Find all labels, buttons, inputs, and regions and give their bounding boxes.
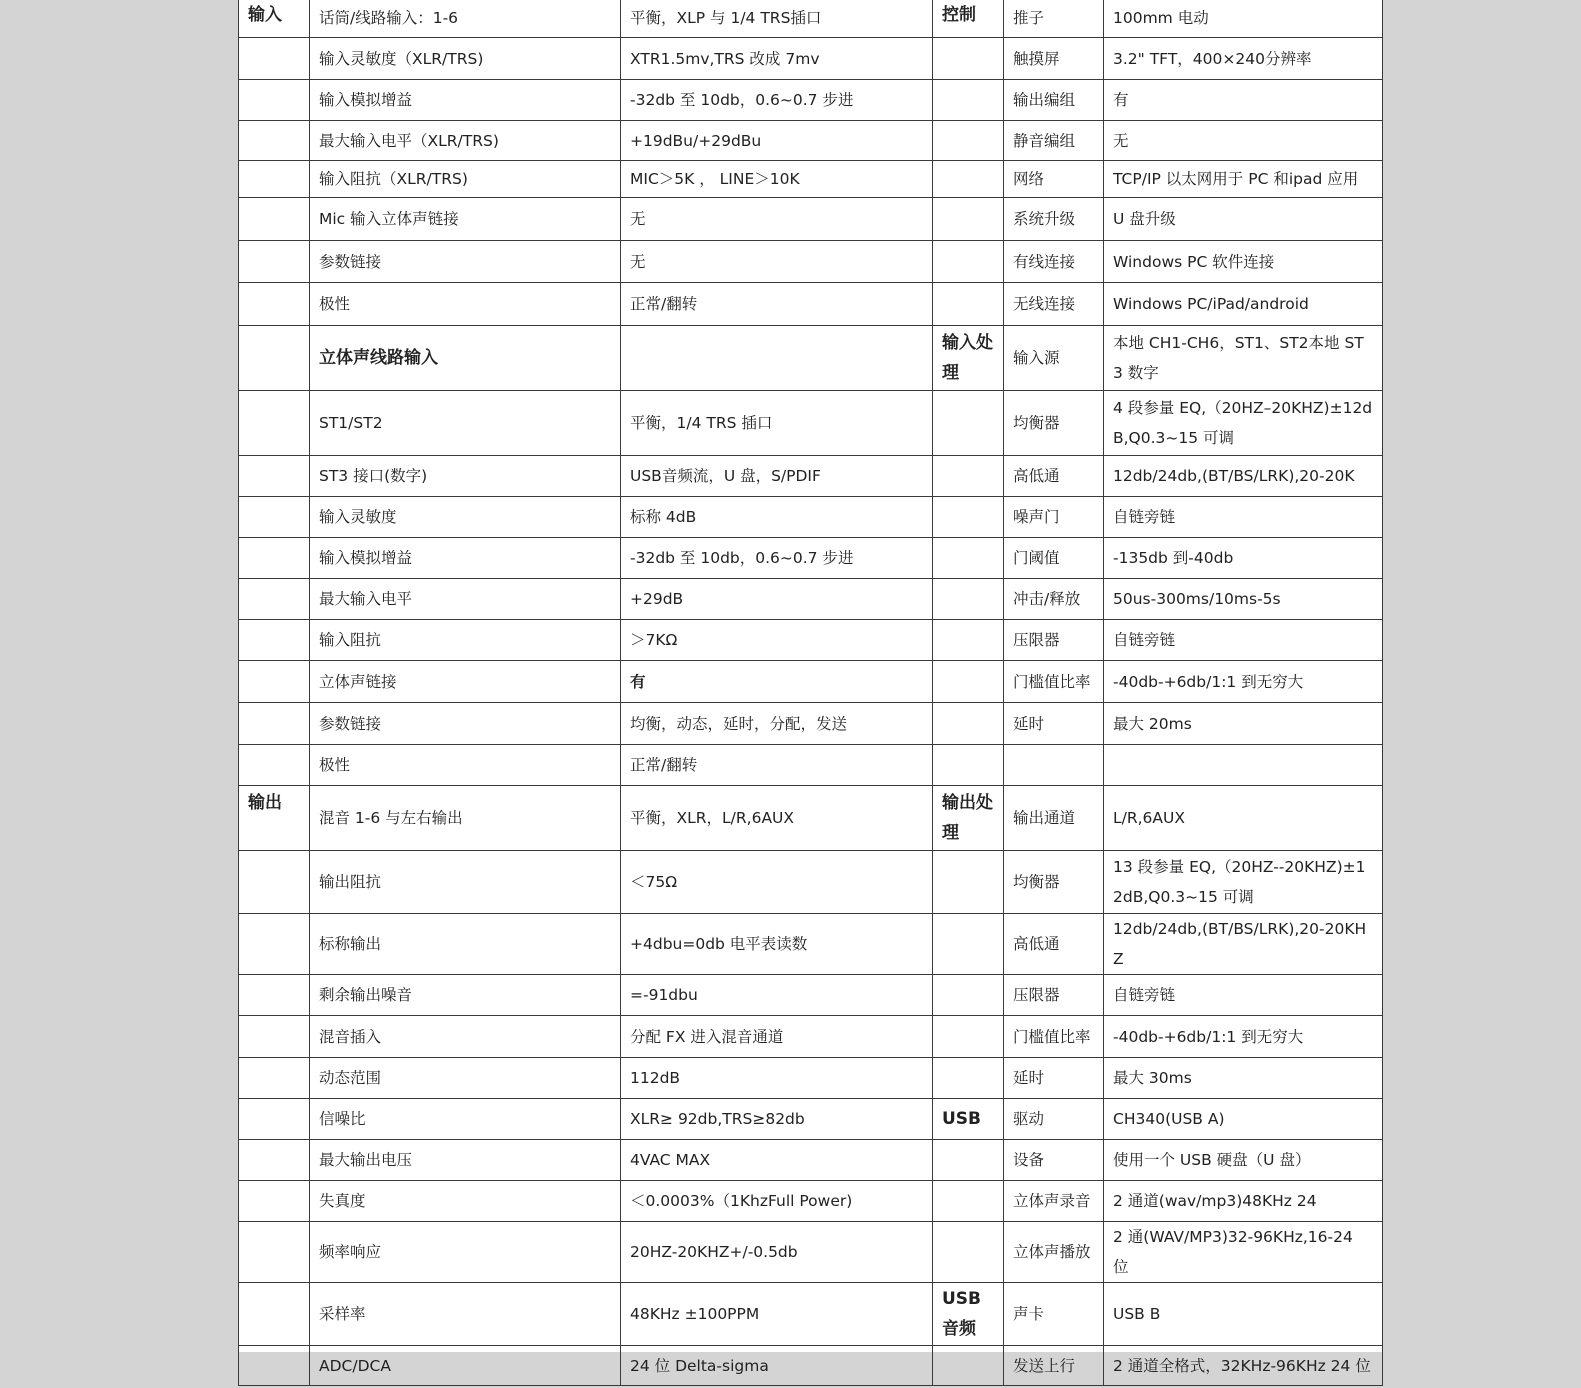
group-cell [239, 241, 310, 283]
table-row [239, 745, 1383, 786]
table-row [239, 661, 1383, 703]
group-cell [239, 198, 310, 241]
spec-cell: 无 [621, 198, 933, 241]
spec-cell: 最大 20ms [1104, 703, 1383, 745]
spec-cell: ＞7KΩ [621, 620, 933, 661]
item-cell: 立体声录音 [1004, 1181, 1104, 1222]
spec-cell: 平衡，1/4 TRS 插口 [621, 391, 933, 456]
spec-cell: ＜0.0003%（1KhzFull Power) [621, 1181, 933, 1222]
table-row [239, 538, 1383, 579]
table-row [239, 1222, 1383, 1283]
table-row [239, 1140, 1383, 1181]
spec-cell: 12db/24db,(BT/BS/LRK),20-20KHZ [1104, 914, 1383, 975]
table-row [239, 0, 1383, 38]
item-cell: 输出阻抗 [310, 851, 621, 914]
spec-cell: 本地 CH1-CH6，ST1、ST2本地 ST3 数字 [1104, 326, 1383, 391]
item-cell: 立体声链接 [310, 661, 621, 703]
group-cell [239, 975, 310, 1016]
item-cell: 输入阻抗（XLR/TRS) [310, 161, 621, 198]
item-cell: 驱动 [1004, 1099, 1104, 1140]
group-cell: 输出 [239, 786, 310, 851]
group-cell [933, 620, 1004, 661]
item-cell: 输出编组 [1004, 80, 1104, 121]
group-cell [239, 283, 310, 326]
spec-cell: 标称 4dB [621, 497, 933, 538]
group-cell [933, 38, 1004, 80]
group-cell [933, 121, 1004, 161]
group-cell [239, 80, 310, 121]
spec-cell: CH340(USB A) [1104, 1099, 1383, 1140]
group-cell [239, 579, 310, 620]
table-row [239, 241, 1383, 283]
spec-cell: 正常/翻转 [621, 283, 933, 326]
item-cell: 输入灵敏度 [310, 497, 621, 538]
spec-cell: 112dB [621, 1058, 933, 1099]
item-cell: 剩余输出噪音 [310, 975, 621, 1016]
item-cell: 系统升级 [1004, 198, 1104, 241]
table-row [239, 161, 1383, 198]
group-cell [239, 121, 310, 161]
spec-cell: 自链旁链 [1104, 620, 1383, 661]
item-cell: 混音插入 [310, 1016, 621, 1058]
item-cell: 输入模拟增益 [310, 80, 621, 121]
item-cell: 参数链接 [310, 703, 621, 745]
spec-cell: -40db-+6db/1:1 到无穷大 [1104, 661, 1383, 703]
item-cell: 采样率 [310, 1283, 621, 1346]
spec-cell: 48KHz ±100PPM [621, 1283, 933, 1346]
group-cell [933, 198, 1004, 241]
table-row [239, 786, 1383, 851]
item-cell: 压限器 [1004, 975, 1104, 1016]
spec-cell: 有 [621, 661, 933, 703]
table-row [239, 1099, 1383, 1140]
spec-cell: =-91dbu [621, 975, 933, 1016]
group-cell [239, 38, 310, 80]
spec-cell: +4dbu=0db 电平表读数 [621, 914, 933, 975]
spec-cell: TCP/IP 以太网用于 PC 和ipad 应用 [1104, 161, 1383, 198]
group-cell [239, 1181, 310, 1222]
item-cell: 动态范围 [310, 1058, 621, 1099]
item-cell: 均衡器 [1004, 391, 1104, 456]
item-cell: 极性 [310, 283, 621, 326]
item-cell: 输入模拟增益 [310, 538, 621, 579]
group-cell [933, 1058, 1004, 1099]
spec-cell: 使用一个 USB 硬盘（U 盘） [1104, 1140, 1383, 1181]
spec-cell: MIC＞5K ， LINE＞10K [621, 161, 933, 198]
item-cell: 有线连接 [1004, 241, 1104, 283]
item-cell: 推子 [1004, 0, 1104, 38]
spec-cell: USB音频流，U 盘，S/PDIF [621, 456, 933, 497]
item-cell: 延时 [1004, 703, 1104, 745]
group-cell: USB 音频 [933, 1283, 1004, 1346]
spec-cell: 4VAC MAX [621, 1140, 933, 1181]
spec-cell: -40db-+6db/1:1 到无穷大 [1104, 1016, 1383, 1058]
item-cell: 输入源 [1004, 326, 1104, 391]
item-cell: 噪声门 [1004, 497, 1104, 538]
spec-cell: Windows PC/iPad/android [1104, 283, 1383, 326]
item-cell: 混音 1-6 与左右输出 [310, 786, 621, 851]
item-cell [1004, 745, 1104, 786]
table-row [239, 1346, 1383, 1386]
group-cell [239, 745, 310, 786]
spec-cell: 20HZ-20KHZ+/-0.5db [621, 1222, 933, 1283]
table-row [239, 1058, 1383, 1099]
table-row [239, 38, 1383, 80]
item-cell: 输出通道 [1004, 786, 1104, 851]
item-cell: 最大输出电压 [310, 1140, 621, 1181]
spec-cell: 无 [621, 241, 933, 283]
spec-cell: 24 位 Delta-sigma [621, 1346, 933, 1386]
item-cell: 冲击/释放 [1004, 579, 1104, 620]
table-row [239, 851, 1383, 914]
spec-cell: 3.2" TFT，400×240分辨率 [1104, 38, 1383, 80]
item-cell: 无线连接 [1004, 283, 1104, 326]
group-cell [239, 456, 310, 497]
spec-cell: ＜75Ω [621, 851, 933, 914]
table-row [239, 391, 1383, 456]
group-cell [239, 1140, 310, 1181]
group-cell [933, 283, 1004, 326]
group-cell [933, 1222, 1004, 1283]
item-cell: 发送上行 [1004, 1346, 1104, 1386]
table-row [239, 1016, 1383, 1058]
item-cell: 立体声线路输入 [310, 326, 621, 391]
group-cell [933, 579, 1004, 620]
group-cell [239, 1222, 310, 1283]
spec-table-body [239, 0, 1383, 1386]
spec-cell: 平衡，XLR，L/R,6AUX [621, 786, 933, 851]
item-cell: 最大输入电平 [310, 579, 621, 620]
table-row [239, 456, 1383, 497]
spec-cell: 12db/24db,(BT/BS/LRK),20-20K [1104, 456, 1383, 497]
group-cell [933, 975, 1004, 1016]
item-cell: 话筒/线路输入：1-6 [310, 0, 621, 38]
spec-cell: 2 通(WAV/MP3)32-96KHz,16-24 位 [1104, 1222, 1383, 1283]
group-cell [933, 80, 1004, 121]
group-cell [239, 497, 310, 538]
group-cell [239, 1283, 310, 1346]
item-cell: 网络 [1004, 161, 1104, 198]
group-cell [933, 703, 1004, 745]
table-row [239, 1181, 1383, 1222]
group-cell [239, 391, 310, 456]
group-cell: 输出处理 [933, 786, 1004, 851]
spec-cell: 有 [1104, 80, 1383, 121]
item-cell: ST1/ST2 [310, 391, 621, 456]
item-cell: 设备 [1004, 1140, 1104, 1181]
group-cell [933, 497, 1004, 538]
spec-cell: 100mm 电动 [1104, 0, 1383, 38]
spec-cell: 2 通道(wav/mp3)48KHz 24 [1104, 1181, 1383, 1222]
item-cell: 触摸屏 [1004, 38, 1104, 80]
item-cell: 高低通 [1004, 456, 1104, 497]
group-cell [933, 456, 1004, 497]
item-cell: 门槛值比率 [1004, 661, 1104, 703]
group-cell [239, 161, 310, 198]
group-cell [239, 914, 310, 975]
item-cell: 门阈值 [1004, 538, 1104, 579]
item-cell: 失真度 [310, 1181, 621, 1222]
item-cell: 输入阻抗 [310, 620, 621, 661]
table-row [239, 497, 1383, 538]
table-row [239, 703, 1383, 745]
item-cell: 声卡 [1004, 1283, 1104, 1346]
item-cell: ST3 接口(数字) [310, 456, 621, 497]
group-cell [933, 1346, 1004, 1386]
spec-cell: 分配 FX 进入混音通道 [621, 1016, 933, 1058]
spec-cell: 无 [1104, 121, 1383, 161]
table-row [239, 975, 1383, 1016]
table-row [239, 1283, 1383, 1346]
item-cell: 静音编组 [1004, 121, 1104, 161]
group-cell [239, 1058, 310, 1099]
spec-cell: 2 通道全格式，32KHz-96KHz 24 位 [1104, 1346, 1383, 1386]
group-cell [933, 1016, 1004, 1058]
group-cell [933, 914, 1004, 975]
item-cell: 极性 [310, 745, 621, 786]
table-row [239, 198, 1383, 241]
spec-cell [621, 326, 933, 391]
item-cell: 频率响应 [310, 1222, 621, 1283]
spec-table [238, 0, 1383, 1386]
spec-cell: -32db 至 10db，0.6~0.7 步进 [621, 538, 933, 579]
group-cell [239, 703, 310, 745]
group-cell [239, 326, 310, 391]
group-cell [239, 851, 310, 914]
group-cell [933, 538, 1004, 579]
item-cell: 信噪比 [310, 1099, 621, 1140]
table-row [239, 326, 1383, 391]
group-cell [933, 661, 1004, 703]
spec-cell: 最大 30ms [1104, 1058, 1383, 1099]
spec-cell: 均衡，动态，延时，分配，发送 [621, 703, 933, 745]
spec-cell: 13 段参量 EQ,（20HZ--20KHZ)±12dB,Q0.3~15 可调 [1104, 851, 1383, 914]
table-row [239, 620, 1383, 661]
group-cell [239, 1346, 310, 1386]
group-cell [933, 241, 1004, 283]
spec-cell: +29dB [621, 579, 933, 620]
group-cell [933, 1140, 1004, 1181]
group-cell [933, 391, 1004, 456]
item-cell: 压限器 [1004, 620, 1104, 661]
spec-cell: 4 段参量 EQ,（20HZ–20KHZ)±12dB,Q0.3~15 可调 [1104, 391, 1383, 456]
item-cell: 输入灵敏度（XLR/TRS) [310, 38, 621, 80]
spec-cell: USB B [1104, 1283, 1383, 1346]
item-cell: 高低通 [1004, 914, 1104, 975]
spec-cell: -32db 至 10db，0.6~0.7 步进 [621, 80, 933, 121]
spec-cell: 自链旁链 [1104, 975, 1383, 1016]
group-cell: USB [933, 1099, 1004, 1140]
group-cell: 输入 [239, 0, 310, 38]
item-cell: 均衡器 [1004, 851, 1104, 914]
spec-cell [1104, 745, 1383, 786]
item-cell: 参数链接 [310, 241, 621, 283]
spec-cell: 平衡，XLP 与 1/4 TRS插口 [621, 0, 933, 38]
item-cell: Mic 输入立体声链接 [310, 198, 621, 241]
spec-cell: Windows PC 软件连接 [1104, 241, 1383, 283]
spec-cell: +19dBu/+29dBu [621, 121, 933, 161]
table-row [239, 80, 1383, 121]
spec-cell: 50us-300ms/10ms-5s [1104, 579, 1383, 620]
group-cell [239, 1016, 310, 1058]
table-row [239, 914, 1383, 975]
group-cell [933, 161, 1004, 198]
spec-cell: 自链旁链 [1104, 497, 1383, 538]
spec-cell: 正常/翻转 [621, 745, 933, 786]
spec-cell: -135db 到-40db [1104, 538, 1383, 579]
spec-cell: U 盘升级 [1104, 198, 1383, 241]
spec-cell: XTR1.5mv,TRS 改成 7mv [621, 38, 933, 80]
group-cell: 控制 [933, 0, 1004, 38]
table-row [239, 283, 1383, 326]
group-cell [933, 745, 1004, 786]
group-cell: 输入处理 [933, 326, 1004, 391]
spec-cell: L/R,6AUX [1104, 786, 1383, 851]
table-row [239, 121, 1383, 161]
spec-cell: XLR≥ 92db,TRS≥82db [621, 1099, 933, 1140]
group-cell [933, 1181, 1004, 1222]
item-cell: 延时 [1004, 1058, 1104, 1099]
group-cell [239, 661, 310, 703]
item-cell: 门槛值比率 [1004, 1016, 1104, 1058]
item-cell: 最大输入电平（XLR/TRS) [310, 121, 621, 161]
group-cell [239, 1099, 310, 1140]
group-cell [239, 538, 310, 579]
item-cell: 标称输出 [310, 914, 621, 975]
item-cell: ADC/DCA [310, 1346, 621, 1386]
group-cell [239, 620, 310, 661]
group-cell [933, 851, 1004, 914]
table-row [239, 579, 1383, 620]
item-cell: 立体声播放 [1004, 1222, 1104, 1283]
